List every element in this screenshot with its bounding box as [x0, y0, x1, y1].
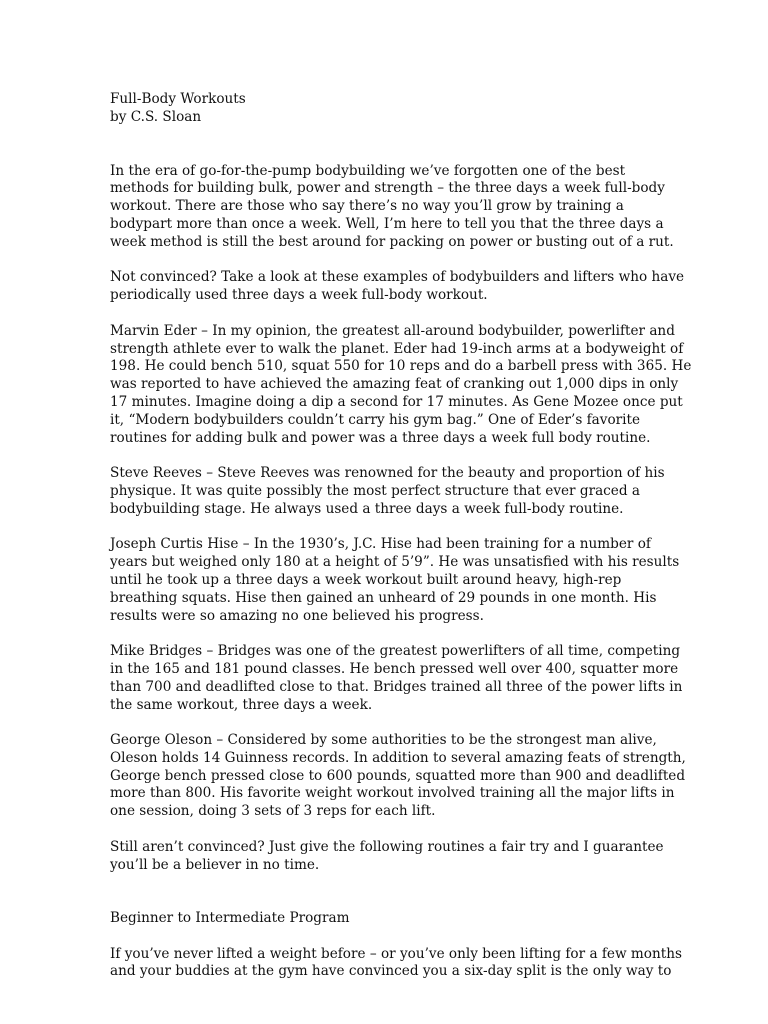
paragraph	[110, 643, 683, 714]
text-line: breathing squats. Hise then gained an unheard of 29 pounds in one month. His	[110, 589, 657, 606]
paragraph	[110, 732, 686, 821]
article-paragraphs	[110, 162, 692, 875]
text-line: workout. There are those who say there’s no way you’ll grow by training a	[110, 198, 624, 215]
text-line: until he took up a three days a week workout built around heavy, high-rep	[110, 571, 622, 588]
text-line: If you’ve never lifted a weight before – or you’ve only been lifting for a few months	[110, 945, 682, 962]
text-line: 17 minutes. Imagine doing a dip a second for 17 minutes. As Gene Mozee once put	[110, 393, 683, 410]
text-line: one session, doing 3 sets of 3 reps for each lift.	[110, 803, 436, 820]
text-line: than 700 and deadlifted close to that. Bridges trained all three of the power lifts in	[110, 678, 683, 695]
paragraph	[110, 269, 685, 305]
text-line: week method is still the best around for packing on power or busting out of a rut.	[110, 233, 674, 250]
text-line: it, “Modern bodybuilders couldn’t carry his gym bag.” One of Eder’s favorite	[110, 411, 640, 428]
text-line: Steve Reeves – Steve Reeves was renowned for the beauty and proportion of his	[110, 465, 665, 482]
text-line: George Oleson – Considered by some authorities to be the strongest man alive,	[110, 732, 657, 749]
text-line: years but weighed only 180 at a height of 5’9”. He was unsatisfied with his results	[110, 554, 680, 571]
paragraph	[110, 839, 670, 875]
text-line: Joseph Curtis Hise – In the 1930’s, J.C. Hise had been training for a number of	[110, 536, 651, 553]
text-line: results were so amazing no one believed his progress.	[110, 607, 484, 624]
text-line: more than 800. His favorite weight workout involved training all the major lifts in	[110, 785, 675, 802]
text-line: in the 165 and 181 pound classes. He bench pressed well over 400, squatter more	[110, 660, 679, 677]
paragraph	[110, 465, 670, 518]
text-line: Marvin Eder – In my opinion, the greatest all-around bodybuilder, powerlifter and	[110, 322, 675, 339]
text-line: physique. It was quite possibly the most perfect structure that ever graced a	[110, 482, 640, 499]
paragraph	[110, 322, 692, 448]
text-line: In the era of go-for-the-pump bodybuilding we’ve forgotten one of the best	[110, 162, 626, 179]
text-line: was reported to have achieved the amazing feat of cranking out 1,000 dips in only	[110, 376, 679, 393]
text-line: Oleson holds 14 Guinness records. In addition to several amazing feats of strength,	[110, 749, 686, 766]
article-header	[110, 91, 670, 127]
text-line: George bench pressed close to 600 pounds, squatted more than 900 and deadlifted	[110, 767, 686, 784]
paragraph	[110, 536, 680, 625]
text-line: and your buddies at the gym have convinced you a six-day split is the only way to	[110, 963, 672, 980]
text-line: the same workout, three days a week.	[110, 696, 373, 713]
text-line: methods for building bulk, power and strength – the three days a week full-body	[110, 180, 665, 197]
section-paragraph	[110, 945, 682, 982]
text-line: routines for adding bulk and power was a three days a week full body routine.	[110, 429, 651, 446]
text-line: 198. He could bench 510, squat 550 for 10 reps and do a barbell press with 365. He	[110, 358, 692, 375]
text-line: strength athlete ever to walk the planet. Eder had 19-inch arms at a bodyweight of	[110, 340, 684, 357]
text-line: you’ll be a believer in no time.	[110, 856, 320, 873]
text-line: Not convinced? Take a look at these examples of bodybuilders and lifters who have	[110, 269, 685, 286]
text-line: periodically used three days a week full-body workout.	[110, 287, 488, 304]
article-title: Full-Body Workouts	[110, 91, 246, 107]
article-byline: by C.S. Sloan	[110, 108, 202, 125]
document-body	[110, 91, 692, 999]
text-line: bodypart more than once a week. Well, I’m here to tell you that the three days a	[110, 215, 664, 232]
section-heading: Beginner to Intermediate Program	[110, 910, 350, 927]
paragraph	[110, 162, 674, 252]
text-line: Still aren’t convinced? Just give the following routines a fair try and I guarantee	[110, 838, 664, 855]
text-line: Mike Bridges – Bridges was one of the greatest powerlifters of all time, competing	[110, 643, 681, 660]
text-line: bodybuilding stage. He always used a three days a week full-body routine.	[110, 500, 624, 517]
